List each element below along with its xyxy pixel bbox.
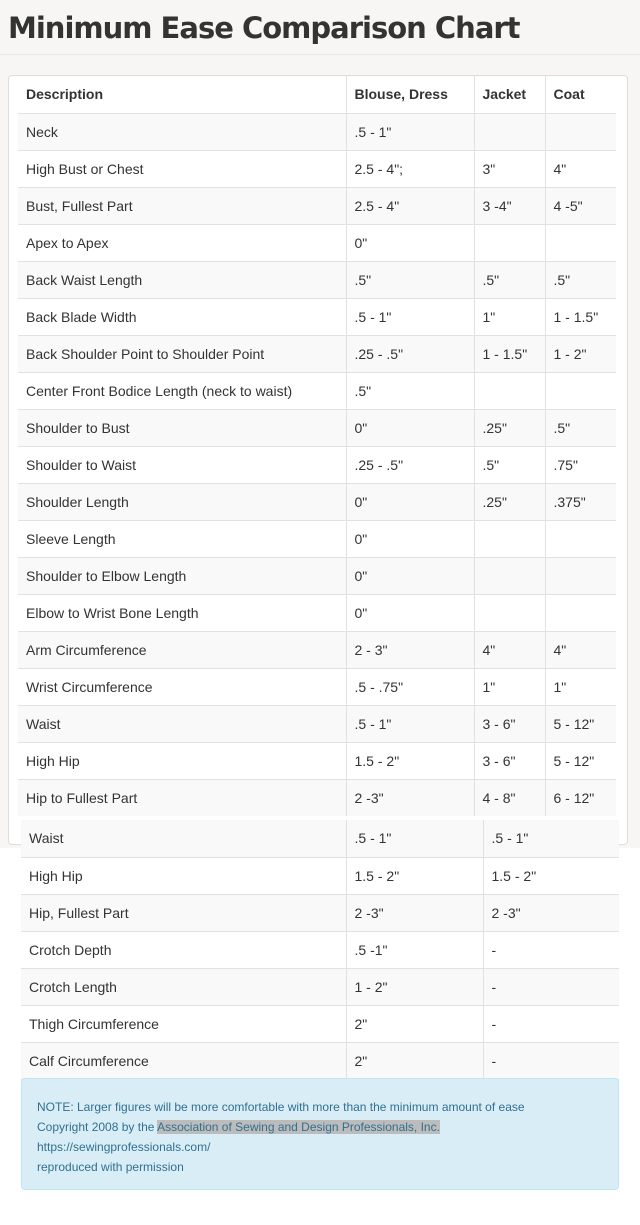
table-row — [18, 779, 616, 816]
table-row — [18, 335, 616, 372]
cell-description: Back Blade Width — [18, 298, 346, 335]
cell-blouse-dress: 0" — [346, 520, 474, 557]
table-row — [18, 520, 616, 557]
cell-description: Hip to Fullest Part — [18, 779, 346, 816]
cell-description: Shoulder Length — [18, 483, 346, 520]
table-row — [21, 931, 619, 968]
table-row — [18, 150, 616, 187]
table-row — [18, 631, 616, 668]
cell-blouse-dress: .25 - .5" — [346, 446, 474, 483]
ease-secondary-table-body — [21, 820, 619, 1079]
cell-blouse-dress: 1.5 - 2" — [346, 742, 474, 779]
table-row — [18, 113, 616, 150]
cell-jacket: 1 - 1.5" — [474, 335, 545, 372]
cell-coat: .375" — [545, 483, 616, 520]
cell-coat: 1 - 2" — [545, 335, 616, 372]
cell-value-a: 1.5 - 2" — [346, 857, 483, 894]
permission-text: reproduced with permission — [37, 1160, 184, 1174]
table-row — [18, 409, 616, 446]
ease-comparison-table — [18, 76, 616, 816]
cell-blouse-dress: 2 -3" — [346, 779, 474, 816]
cell-value-b: - — [483, 1042, 619, 1079]
cell-description: Sleeve Length — [18, 520, 346, 557]
cell-description: Bust, Fullest Part — [18, 187, 346, 224]
cell-blouse-dress: 2 - 3" — [346, 631, 474, 668]
cell-blouse-dress: 2.5 - 4" — [346, 187, 474, 224]
cell-coat — [545, 113, 616, 150]
cell-description: Apex to Apex — [18, 224, 346, 261]
cell-jacket — [474, 557, 545, 594]
cell-blouse-dress: 0" — [346, 409, 474, 446]
cell-coat: 6 - 12" — [545, 779, 616, 816]
cell-value-a: 1 - 2" — [346, 968, 483, 1005]
cell-coat: 1 - 1.5" — [545, 298, 616, 335]
cell-jacket: 1" — [474, 668, 545, 705]
cell-jacket: .25" — [474, 409, 545, 446]
cell-jacket: .25" — [474, 483, 545, 520]
cell-coat: 4 -5" — [545, 187, 616, 224]
cell-jacket — [474, 520, 545, 557]
header-coat: Coat — [545, 76, 616, 113]
table-row — [18, 187, 616, 224]
cell-description: High Bust or Chest — [18, 150, 346, 187]
cell-description: Arm Circumference — [18, 631, 346, 668]
cell-blouse-dress: .5" — [346, 261, 474, 298]
cell-coat: .5" — [545, 261, 616, 298]
table-row — [18, 224, 616, 261]
cell-coat: 1" — [545, 668, 616, 705]
cell-jacket: .5" — [474, 446, 545, 483]
table-row — [21, 820, 619, 857]
table-header-row — [18, 76, 616, 113]
table-row — [18, 594, 616, 631]
cell-coat — [545, 557, 616, 594]
title-divider — [0, 54, 640, 55]
cell-value-b: - — [483, 931, 619, 968]
cell-blouse-dress: 0" — [346, 557, 474, 594]
cell-jacket: 1" — [474, 298, 545, 335]
cell-description: High Hip — [21, 857, 346, 894]
cell-value-a: .5 -1" — [346, 931, 483, 968]
cell-jacket — [474, 113, 545, 150]
cell-blouse-dress: .5" — [346, 372, 474, 409]
cell-description: High Hip — [18, 742, 346, 779]
copyright-prefix: Copyright 2008 by the — [37, 1120, 158, 1134]
cell-description: Waist — [18, 705, 346, 742]
table-row — [18, 261, 616, 298]
cell-description: Thigh Circumference — [21, 1005, 346, 1042]
cell-jacket — [474, 224, 545, 261]
ease-comparison-table-body — [18, 113, 616, 816]
cell-value-b: - — [483, 1005, 619, 1042]
table-row — [21, 968, 619, 1005]
cell-description: Crotch Depth — [21, 931, 346, 968]
cell-description: Crotch Length — [21, 968, 346, 1005]
header-blouse-dress: Blouse, Dress — [346, 76, 474, 113]
table-row — [21, 894, 619, 931]
cell-description: Hip, Fullest Part — [21, 894, 346, 931]
cell-coat: 5 - 12" — [545, 742, 616, 779]
cell-jacket: 3 - 6" — [474, 705, 545, 742]
cell-value-a: 2" — [346, 1005, 483, 1042]
table-row — [21, 857, 619, 894]
cell-description: Wrist Circumference — [18, 668, 346, 705]
cell-blouse-dress: .5 - .75" — [346, 668, 474, 705]
cell-blouse-dress: .5 - 1" — [346, 113, 474, 150]
cell-coat: 5 - 12" — [545, 705, 616, 742]
cell-jacket: 3 - 6" — [474, 742, 545, 779]
cell-coat: .5" — [545, 409, 616, 446]
cell-blouse-dress: .5 - 1" — [346, 705, 474, 742]
cell-value-b: .5 - 1" — [483, 820, 619, 857]
note-text: NOTE: Larger figures will be more comfortable with more than the minimum amount of ease — [37, 1100, 525, 1114]
cell-coat: .75" — [545, 446, 616, 483]
cell-value-b: 1.5 - 2" — [483, 857, 619, 894]
cell-jacket: .5" — [474, 261, 545, 298]
cell-coat — [545, 224, 616, 261]
table-row — [18, 446, 616, 483]
cell-description: Center Front Bodice Length (neck to waist) — [18, 372, 346, 409]
cell-coat — [545, 372, 616, 409]
cell-value-b: - — [483, 968, 619, 1005]
cell-description: Back Waist Length — [18, 261, 346, 298]
table-row — [21, 1005, 619, 1042]
cell-blouse-dress: 0" — [346, 594, 474, 631]
table-row — [18, 557, 616, 594]
association-name-highlight: Association of Sewing and Design Professionals, Inc. — [157, 1120, 440, 1134]
table-row — [18, 668, 616, 705]
cell-coat: 4" — [545, 631, 616, 668]
table-row — [21, 1042, 619, 1079]
cell-blouse-dress: .25 - .5" — [346, 335, 474, 372]
cell-jacket: 4" — [474, 631, 545, 668]
cell-jacket: 3" — [474, 150, 545, 187]
cell-description: Calf Circumference — [21, 1042, 346, 1079]
cell-description: Elbow to Wrist Bone Length — [18, 594, 346, 631]
cell-jacket: 4 - 8" — [474, 779, 545, 816]
header-description: Description — [18, 76, 346, 113]
table-row — [18, 742, 616, 779]
source-url: https://sewingprofessionals.com/ — [37, 1140, 211, 1154]
permission-note — [21, 1078, 619, 1190]
header-jacket: Jacket — [474, 76, 545, 113]
cell-jacket — [474, 372, 545, 409]
table-row — [18, 372, 616, 409]
cell-blouse-dress: 0" — [346, 224, 474, 261]
cell-description: Shoulder to Waist — [18, 446, 346, 483]
cell-jacket: 3 -4" — [474, 187, 545, 224]
cell-description: Back Shoulder Point to Shoulder Point — [18, 335, 346, 372]
table-row — [18, 483, 616, 520]
cell-coat — [545, 520, 616, 557]
cell-coat — [545, 594, 616, 631]
table-row — [18, 298, 616, 335]
cell-description: Shoulder to Elbow Length — [18, 557, 346, 594]
ease-secondary-table — [21, 820, 619, 1080]
table-row — [18, 705, 616, 742]
copyright-line — [37, 1117, 603, 1137]
page-title: Minimum Ease Comparison Chart — [8, 11, 520, 45]
cell-description: Neck — [18, 113, 346, 150]
cell-coat: 4" — [545, 150, 616, 187]
cell-description: Shoulder to Bust — [18, 409, 346, 446]
cell-value-b: 2 -3" — [483, 894, 619, 931]
cell-blouse-dress: .5 - 1" — [346, 298, 474, 335]
cell-value-a: 2 -3" — [346, 894, 483, 931]
cell-blouse-dress: 2.5 - 4"; — [346, 150, 474, 187]
cell-blouse-dress: 0" — [346, 483, 474, 520]
cell-value-a: .5 - 1" — [346, 820, 483, 857]
cell-jacket — [474, 594, 545, 631]
cell-description: Waist — [21, 820, 346, 857]
cell-value-a: 2" — [346, 1042, 483, 1079]
